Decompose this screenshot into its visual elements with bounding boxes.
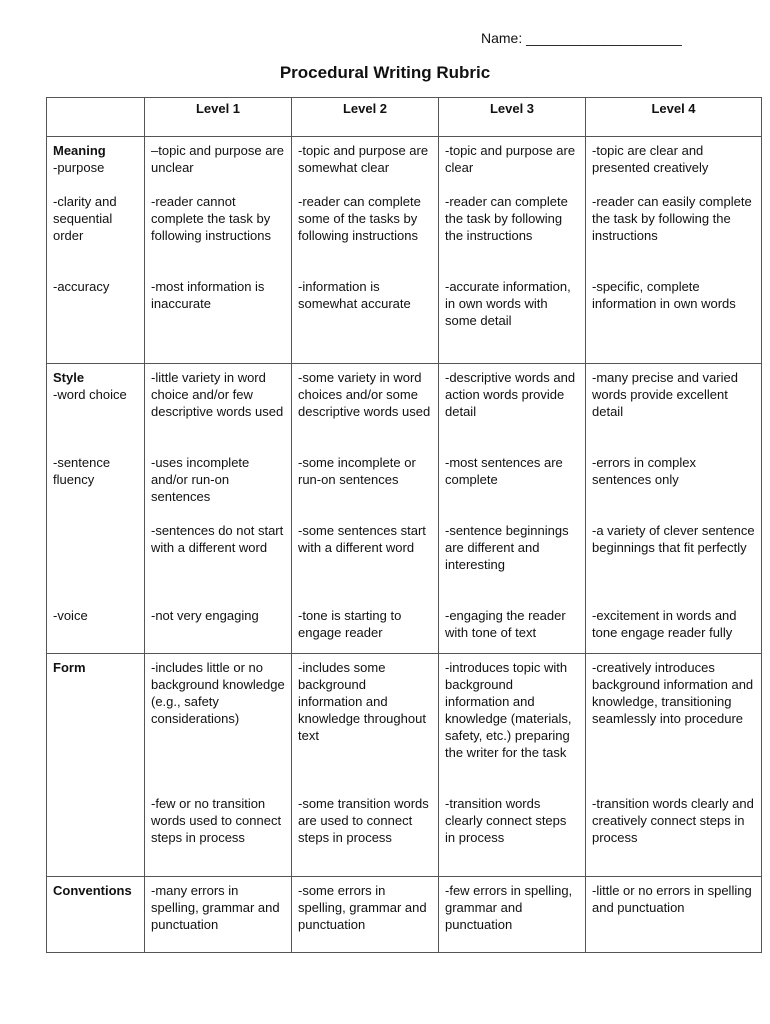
level-3-cell bbox=[439, 137, 586, 364]
descriptor: -not very engaging bbox=[151, 608, 259, 623]
descriptor: -many precise and varied words provide excellent detail bbox=[592, 370, 738, 419]
name-field-label: Name: ____________________ bbox=[481, 30, 682, 46]
descriptor: -excitement in words and tone engage reader fully bbox=[592, 608, 737, 640]
section-name: Meaning bbox=[53, 143, 106, 158]
descriptor: -tone is starting to engage reader bbox=[298, 608, 402, 640]
section-row-form bbox=[47, 654, 762, 877]
descriptor: -few or no transition words used to connect steps in process bbox=[151, 796, 282, 845]
criteria-cell bbox=[47, 654, 145, 877]
section-name: Style bbox=[53, 370, 85, 385]
level-2-cell bbox=[292, 877, 439, 953]
level-1-cell bbox=[145, 877, 292, 953]
descriptor: -topic and purpose are clear bbox=[445, 143, 576, 175]
criterion-label: -accuracy bbox=[53, 279, 110, 294]
criteria-cell bbox=[47, 877, 145, 953]
level-3-cell bbox=[439, 877, 586, 953]
descriptor: -some transition words are used to connect steps in process bbox=[298, 796, 429, 845]
descriptor: -descriptive words and action words provide detail bbox=[445, 370, 576, 419]
descriptor: -topic are clear and presented creatively bbox=[592, 143, 709, 175]
descriptor: -most information is inaccurate bbox=[151, 279, 265, 311]
descriptor: -some sentences start with a different word bbox=[298, 523, 426, 555]
descriptor: -little variety in word choice and/or few descriptive words used bbox=[151, 370, 284, 419]
criterion-label: -purpose bbox=[53, 160, 105, 175]
descriptor: -reader can easily complete the task by following the instructions bbox=[592, 194, 752, 243]
descriptor: -sentences do not start with a different word bbox=[151, 523, 284, 555]
level-1-header: Level 1 bbox=[145, 98, 292, 137]
level-1-cell bbox=[145, 364, 292, 654]
criterion-label: -sentence fluency bbox=[53, 455, 111, 487]
level-2-cell bbox=[292, 137, 439, 364]
level-3-cell bbox=[439, 364, 586, 654]
descriptor: -includes little or no background knowledge (e.g., safety considerations) bbox=[151, 660, 285, 726]
criteria-cell bbox=[47, 137, 145, 364]
level-3-header: Level 3 bbox=[439, 98, 586, 137]
header-row bbox=[47, 98, 762, 137]
level-2-header: Level 2 bbox=[292, 98, 439, 137]
descriptor: -includes some background information and knowledge throughout text bbox=[298, 660, 426, 743]
descriptor: -some errors in spelling, grammar and punctuation bbox=[298, 883, 427, 932]
criteria-header bbox=[47, 98, 145, 137]
descriptor: -sentence beginnings are different and interesting bbox=[445, 523, 569, 572]
section-name: Conventions bbox=[53, 883, 132, 898]
level-4-cell bbox=[586, 654, 762, 877]
descriptor: -introduces topic with background information and knowledge (materials, safety, etc.) preparing the writer for the task bbox=[445, 660, 572, 760]
level-4-cell bbox=[586, 364, 762, 654]
descriptor: -reader cannot complete the task by following instructions bbox=[151, 194, 271, 243]
criterion-label bbox=[53, 522, 138, 607]
descriptor: -few errors in spelling, grammar and punctuation bbox=[445, 883, 573, 932]
descriptor: -engaging the reader with tone of text bbox=[445, 608, 566, 640]
descriptor: -reader can complete the task by following the instructions bbox=[445, 194, 568, 243]
descriptor: -errors in complex sentences only bbox=[592, 455, 697, 487]
descriptor: -transition words clearly and creatively connect steps in process bbox=[592, 796, 754, 845]
level-1-cell bbox=[145, 654, 292, 877]
descriptor: -creatively introduces background information and knowledge, transitioning seamlessly into procedure bbox=[592, 660, 754, 726]
level-2-cell bbox=[292, 654, 439, 877]
descriptor: –topic and purpose are unclear bbox=[151, 143, 284, 175]
descriptor: -a variety of clever sentence beginnings that fit perfectly bbox=[592, 523, 755, 555]
level-3-cell bbox=[439, 654, 586, 877]
rubric-table bbox=[46, 97, 762, 953]
descriptor: -little or no errors in spelling and punctuation bbox=[592, 883, 752, 915]
level-1-cell bbox=[145, 137, 292, 364]
criterion-label: -word choice bbox=[53, 387, 127, 402]
descriptor: -many errors in spelling, grammar and punctuation bbox=[151, 883, 280, 932]
level-2-cell bbox=[292, 364, 439, 654]
section-row-meaning bbox=[47, 137, 762, 364]
descriptor: -most sentences are complete bbox=[445, 455, 563, 487]
section-name: Form bbox=[53, 660, 86, 675]
page-title: Procedural Writing Rubric bbox=[279, 63, 491, 82]
descriptor: -topic and purpose are somewhat clear bbox=[298, 143, 429, 175]
criterion-label: -voice bbox=[53, 608, 88, 623]
descriptor: -accurate information, in own words with some detail bbox=[445, 279, 571, 328]
criteria-cell bbox=[47, 364, 145, 654]
section-row-style bbox=[47, 364, 762, 654]
descriptor: -transition words clearly connect steps in process bbox=[445, 796, 567, 845]
descriptor: -some incomplete or run-on sentences bbox=[298, 455, 416, 487]
section-row-conventions bbox=[47, 877, 762, 953]
descriptor: -reader can complete some of the tasks by following instructions bbox=[298, 194, 421, 243]
level-4-cell bbox=[586, 137, 762, 364]
descriptor: -uses incomplete and/or run-on sentences bbox=[151, 455, 250, 504]
descriptor: -some variety in word choices and/or some descriptive words used bbox=[298, 370, 431, 419]
descriptor: -specific, complete information in own words bbox=[592, 279, 736, 311]
descriptor: -information is somewhat accurate bbox=[298, 279, 411, 311]
criterion-label: -clarity and sequential order bbox=[53, 194, 117, 243]
level-4-cell bbox=[586, 877, 762, 953]
level-4-header: Level 4 bbox=[586, 98, 762, 137]
